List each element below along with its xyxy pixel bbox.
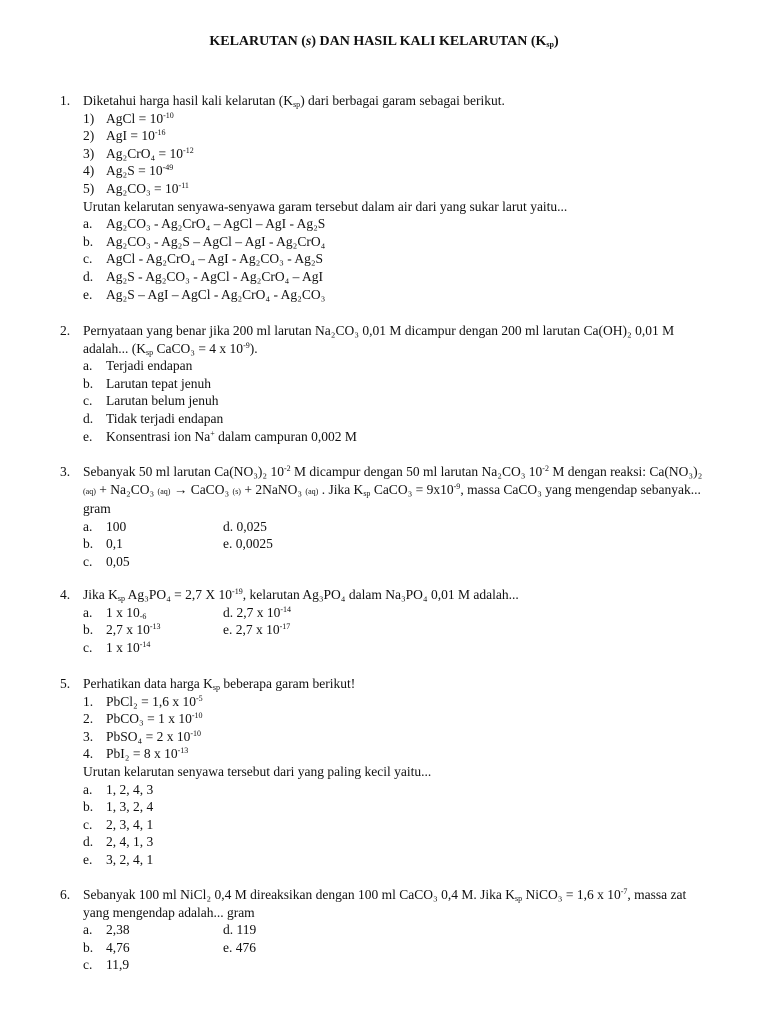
option-text: 2, 4, 1, 3 (106, 834, 154, 850)
answer-option-row (83, 921, 723, 939)
answer-option (83, 392, 723, 410)
answer-option-row (83, 553, 723, 571)
option-label: d. (83, 834, 94, 850)
stem-sub: sp (117, 594, 125, 603)
item-text: PbCl₂ = 1,6 x 10 (106, 693, 196, 709)
answer-option-row (83, 518, 723, 536)
item-number: 1. (83, 693, 94, 709)
item-exponent: -12 (183, 145, 194, 155)
option-text: Ag₂S - Ag₂CO₃ - AgCl - Ag₂CrO₄ – AgI (106, 268, 324, 284)
state-label: (s) (232, 486, 241, 496)
option-label: b. (83, 536, 94, 552)
answer-option (83, 816, 723, 834)
question-stem-cont: yang mengendap adalah... gram (83, 904, 255, 920)
item-number: 4. (83, 746, 94, 762)
list-item (83, 110, 723, 128)
option-text: 0,05 (106, 553, 130, 569)
option-text: AgCl - Ag₂CrO₄ – AgI - Ag₂CO₃ - Ag₂S (106, 251, 324, 267)
option-label: a. (83, 922, 93, 938)
stem-text: adalah... (K (83, 340, 146, 356)
list-item (83, 745, 723, 763)
list-item (83, 127, 723, 145)
answer-option (83, 428, 723, 446)
item-number: 2. (83, 711, 94, 727)
answer-option (83, 375, 723, 393)
option-label: a. (83, 781, 93, 797)
stem-text-end: , massa CaCO₃ yang mengendap sebanyak... (460, 481, 701, 497)
title-close: ) (553, 34, 559, 49)
stem-text: M dicampur dengan 50 ml larutan Na₂CO₃ 10 (290, 464, 543, 479)
option-text: Tidak terjadi endapan (106, 410, 224, 426)
question-text: Urutan kelarutan senyawa tersebut dari yang paling kecil yaitu... (83, 763, 432, 779)
list-item (83, 145, 723, 163)
question-stem: Pernyataan yang benar jika 200 ml larutan Na₂CO₃ 0,01 M dicampur dengan 200 ml larutan Ca(OH)₂ 0,01 M (83, 323, 675, 338)
option-label: b. (83, 622, 94, 638)
stem-text-end: beberapa garam berikut! (219, 676, 356, 691)
answer-option (83, 410, 723, 428)
option-label: e. (83, 851, 93, 867)
item-text: Ag₂CrO₄ = 10 (106, 145, 184, 161)
item-exponent: -49 (162, 163, 174, 173)
stem-exponent: -2 (284, 464, 291, 473)
question-stem (83, 886, 723, 904)
answer-option-row (83, 621, 723, 639)
option-exponent-right: -14 (280, 604, 292, 614)
stem-exponent: -7 (620, 887, 628, 896)
option-exponent: -14 (139, 639, 151, 649)
answer-option-row (83, 939, 723, 957)
item-exponent: -10 (190, 728, 202, 738)
stem-text: Sebanyak 100 ml NiCl₂ 0,4 M direaksikan dengan 100 ml CaCO₃ 0,4 M. Jika K (83, 887, 515, 902)
answer-option-row (83, 639, 723, 657)
option-label: a. (83, 216, 93, 232)
title-subscript: sp (546, 40, 554, 49)
question-stem (83, 463, 723, 481)
option-text-right: e. 0,0025 (223, 536, 273, 552)
state-label: (aq) (83, 486, 96, 496)
option-text: Ag₂CO₃ - Ag₂CrO₄ – AgCl – AgI - Ag₂S (106, 216, 326, 232)
option-label: c. (83, 639, 93, 655)
option-label: e. (83, 428, 93, 444)
option-text: Ag₂CO₃ - Ag₂S – AgCl – AgI - Ag₂CrO₄ (106, 233, 326, 249)
stem-text: → CaCO₃ (170, 481, 233, 497)
item-text: Ag₂S = 10 (106, 163, 163, 179)
stem-text: + 2NaNO₃ (240, 481, 306, 497)
item-exponent: -11 (178, 180, 189, 190)
option-text-right: e. 476 (223, 939, 256, 955)
item-text: AgCl = 10 (106, 110, 164, 126)
option-text: 100 (106, 518, 127, 534)
option-text: Larutan belum jenuh (106, 393, 219, 409)
stem-text-end: M dengan reaksi: Ca(NO₃)₂ (548, 464, 703, 479)
item-exponent: -10 (163, 110, 174, 120)
stem-exponent: -9 (243, 340, 250, 350)
option-superscript: + (210, 428, 215, 438)
question-number: 3. (60, 464, 71, 479)
option-text-right: d. 2,7 x 10 (223, 604, 281, 620)
option-label: a. (83, 518, 93, 534)
option-label: c. (83, 251, 93, 267)
option-label: a. (83, 358, 93, 374)
option-exponent: -6 (139, 611, 147, 621)
stem-text-end: , massa zat (627, 887, 687, 902)
option-label: d. (83, 410, 94, 426)
answer-option (83, 215, 723, 233)
question-number: 6. (60, 887, 71, 902)
answer-option (83, 781, 723, 799)
option-text-right: d. 0,025 (223, 518, 267, 534)
option-label: c. (83, 957, 93, 973)
list-item (83, 180, 723, 198)
question-stem (83, 675, 723, 693)
item-number: 1) (83, 110, 95, 126)
question-number: 1. (60, 93, 71, 108)
item-exponent: -10 (191, 711, 203, 721)
stem-exponent: -9 (453, 481, 461, 491)
answer-option (83, 357, 723, 375)
option-label: c. (83, 553, 93, 569)
option-label: c. (83, 393, 93, 409)
question-stem-cont (83, 340, 723, 358)
question-number: 4. (60, 587, 71, 602)
question-2 (0, 322, 768, 445)
option-text: Terjadi endapan (106, 358, 193, 374)
answer-option-row (83, 956, 723, 974)
question-3 (0, 463, 768, 571)
option-text: 3, 2, 4, 1 (106, 851, 154, 867)
option-exponent-right: -17 (279, 622, 291, 632)
answer-option (83, 233, 723, 251)
question-1 (0, 92, 768, 303)
question-4 (0, 586, 768, 656)
option-text-end: dalam campuran 0,002 M (214, 428, 357, 444)
stem-text: Ag₃PO₄ = 2,7 X 10 (125, 587, 233, 602)
question-stem-reaction (83, 481, 723, 501)
question-5 (0, 675, 768, 869)
answer-option (83, 798, 723, 816)
item-text: AgI = 10 (106, 128, 155, 144)
list-item (83, 162, 723, 180)
item-number: 3. (83, 728, 94, 744)
item-number: 4) (83, 163, 95, 179)
option-text: Larutan tepat jenuh (106, 375, 211, 391)
question-6 (0, 886, 768, 974)
item-text: Ag₂CO₃ = 10 (106, 180, 179, 196)
stem-text: NiCO₃ = 1,6 x 10 (522, 887, 621, 902)
item-exponent: -5 (195, 693, 203, 703)
option-text: 11,9 (106, 957, 130, 973)
option-label: d. (83, 268, 94, 284)
item-exponent: -16 (154, 128, 166, 138)
answer-option-row (83, 535, 723, 553)
question-text: Urutan kelarutan senyawa-senyawa garam tersebut dalam air dari yang sukar larut yaitu... (83, 198, 568, 214)
stem-exponent: -19 (232, 587, 243, 596)
option-text: 1 x 10 (106, 639, 140, 655)
page-title (0, 34, 768, 50)
option-text: 0,1 (106, 536, 123, 552)
item-text: PbI₂ = 8 x 10 (106, 746, 178, 762)
stem-text-end: ) dari berbagai garam sebagai berikut. (300, 93, 505, 108)
stem-text: Sebanyak 50 ml larutan Ca(NO₃)₂ 10 (83, 464, 284, 479)
title-text-mid: ) DAN HASIL KALI KELARUTAN (K (311, 34, 547, 49)
stem-sub: sp (145, 347, 154, 357)
item-exponent: -13 (177, 746, 189, 756)
stem-text: + Na₂CO₃ (95, 481, 158, 497)
option-text: 2,7 x 10 (106, 622, 150, 638)
option-exponent: -13 (149, 622, 161, 632)
option-text: 2,38 (106, 922, 130, 938)
option-label: c. (83, 816, 93, 832)
option-text: Ag₂S – AgI – AgCl - Ag₂CrO₄ - Ag₂CO₃ (106, 286, 326, 302)
item-number: 2) (83, 128, 95, 144)
state-label: (aq) (305, 486, 319, 496)
option-text: 2, 3, 4, 1 (106, 816, 154, 832)
title-text: KELARUTAN ( (209, 34, 306, 49)
option-label: b. (83, 799, 94, 815)
item-number: 5) (83, 180, 95, 196)
stem-text-end: , kelarutan Ag₃PO₄ dalam Na₃PO₄ 0,01 M adalah... (242, 587, 519, 602)
option-text-right: e. 2,7 x 10 (223, 622, 280, 638)
option-label: e. (83, 286, 93, 302)
stem-sub: sp (363, 488, 371, 498)
stem-sub: sp (212, 683, 220, 692)
answer-option (83, 250, 723, 268)
stem-text: . Jika K (318, 481, 364, 497)
list-item (83, 710, 723, 728)
option-text: 1, 3, 2, 4 (106, 799, 154, 815)
item-text: PbCO₃ = 1 x 10 (106, 711, 192, 727)
list-item (83, 728, 723, 746)
stem-text: CaCO₃ = 4 x 10 (153, 340, 244, 356)
list-item (83, 693, 723, 711)
item-text: PbSO₄ = 2 x 10 (106, 728, 191, 744)
stem-exponent: -2 (542, 464, 549, 473)
option-text: 1 x 10 (106, 604, 140, 620)
state-label: (aq) (157, 486, 171, 496)
stem-sub: sp (293, 100, 301, 109)
answer-option (83, 851, 723, 869)
answer-option (83, 833, 723, 851)
answer-option-row (83, 604, 723, 622)
title-italic-s: s (305, 34, 312, 49)
question-number: 2. (60, 323, 71, 338)
item-number: 3) (83, 145, 95, 161)
option-label: b. (83, 375, 94, 391)
question-stem (83, 586, 723, 604)
question-stem (83, 92, 723, 110)
option-text: Konsentrasi ion Na (106, 428, 211, 444)
stem-sub: sp (515, 894, 523, 903)
option-label: b. (83, 233, 94, 249)
stem-text-end: ). (249, 340, 258, 356)
option-text-right: d. 119 (223, 922, 257, 938)
answer-option (83, 268, 723, 286)
answer-option (83, 286, 723, 304)
stem-text: Diketahui harga hasil kali kelarutan (K (83, 93, 294, 108)
stem-text: CaCO₃ = 9x10 (370, 481, 454, 497)
option-label: b. (83, 939, 94, 955)
option-text: 1, 2, 4, 3 (106, 781, 154, 797)
question-stem-unit: gram (83, 501, 111, 517)
option-label: a. (83, 604, 93, 620)
stem-text: Jika K (83, 587, 118, 602)
question-number: 5. (60, 676, 71, 691)
stem-text: Perhatikan data harga K (83, 676, 213, 691)
option-text: 4,76 (106, 939, 130, 955)
